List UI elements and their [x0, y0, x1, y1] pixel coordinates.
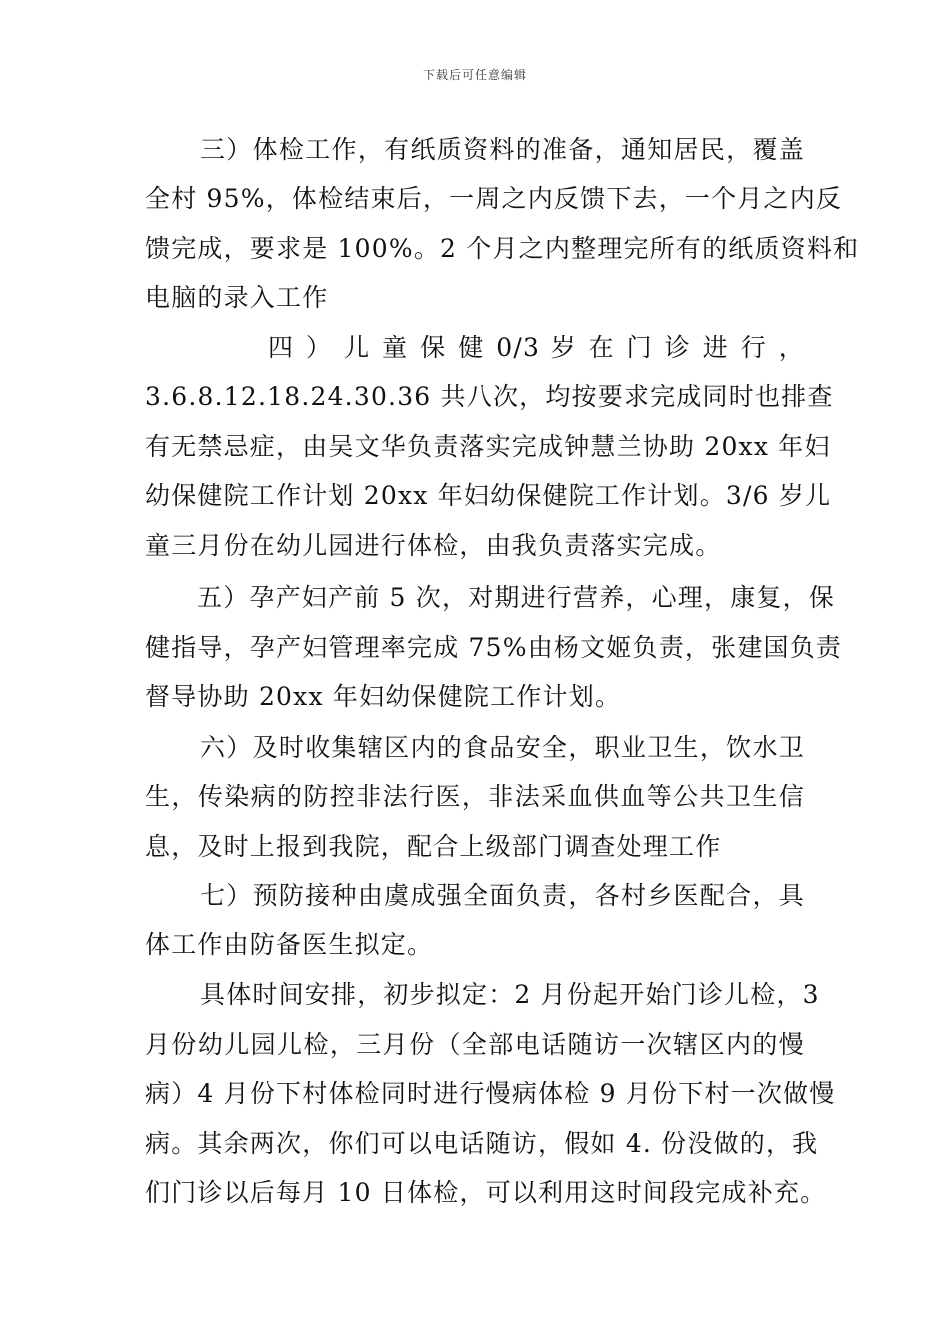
paragraph-2-line-5: 童三月份在幼儿园进行体检，由我负责落实完成。 [145, 531, 722, 560]
paragraph-6-line-3: 病）4 月份下村体检同时进行慢病体检 9 月份下村一次做慢 [145, 1079, 836, 1108]
paragraph-4-line-2: 生，传染病的防控非法行医，非法采血供血等公共卫生信 [145, 782, 805, 811]
paragraph-6-line-4: 病。其余两次，你们可以电话随访，假如 4. 份没做的，我 [145, 1129, 819, 1158]
page-header: 下载后可任意编辑 [422, 68, 527, 82]
paragraph-1-line-2: 全村 95%，体检结束后，一周之内反馈下去，一个月之内反 [145, 184, 843, 213]
paragraph-5-line-2: 体工作由防备医生拟定。 [145, 930, 434, 959]
paragraph-6-line-1: 具体时间安排，初步拟定：2 月份起开始门诊儿检，3 [200, 980, 820, 1009]
paragraph-1-line-4: 电脑的录入工作 [145, 283, 329, 312]
paragraph-4-line-3: 息，及时上报到我院，配合上级部门调查处理工作 [145, 832, 722, 861]
paragraph-3-line-3: 督导协助 20xx 年妇幼保健院工作计划。 [145, 682, 622, 711]
paragraph-2-line-1: 四 ） 儿 童 保 健 0/3 岁 在 门 诊 进 行 ， [268, 333, 805, 362]
paragraph-5-line-1: 七）预防接种由虞成强全面负责，各村乡医配合，具 [200, 881, 805, 910]
paragraph-2-line-3: 有无禁忌症，由吴文华负责落实完成钟慧兰协助 20xx 年妇 [145, 432, 831, 461]
paragraph-1-line-3: 馈完成，要求是 100%。2 个月之内整理完所有的纸质资料和 [145, 234, 860, 263]
paragraph-6-line-5: 们门诊以后每月 10 日体检，可以利用这时间段完成补充。 [145, 1178, 827, 1207]
paragraph-4-line-1: 六）及时收集辖区内的食品安全，职业卫生，饮水卫 [200, 733, 805, 762]
paragraph-3-line-1: 五）孕产妇产前 5 次，对期进行营养，心理，康复，保 [197, 583, 836, 612]
paragraph-2-line-2: 3.6.8.12.18.24.30.36 共八次，均按要求完成同时也排查 [145, 382, 834, 411]
paragraph-6-line-2: 月份幼儿园儿检，三月份（全部电话随访一次辖区内的慢 [145, 1030, 805, 1059]
paragraph-3-line-2: 健指导，孕产妇管理率完成 75%由杨文姬负责，张建国负责 [145, 633, 843, 662]
paragraph-1-line-1: 三）体检工作，有纸质资料的准备，通知居民，覆盖 [200, 135, 805, 164]
paragraph-2-line-4: 幼保健院工作计划 20xx 年妇幼保健院工作计划。3/6 岁儿 [145, 481, 832, 510]
